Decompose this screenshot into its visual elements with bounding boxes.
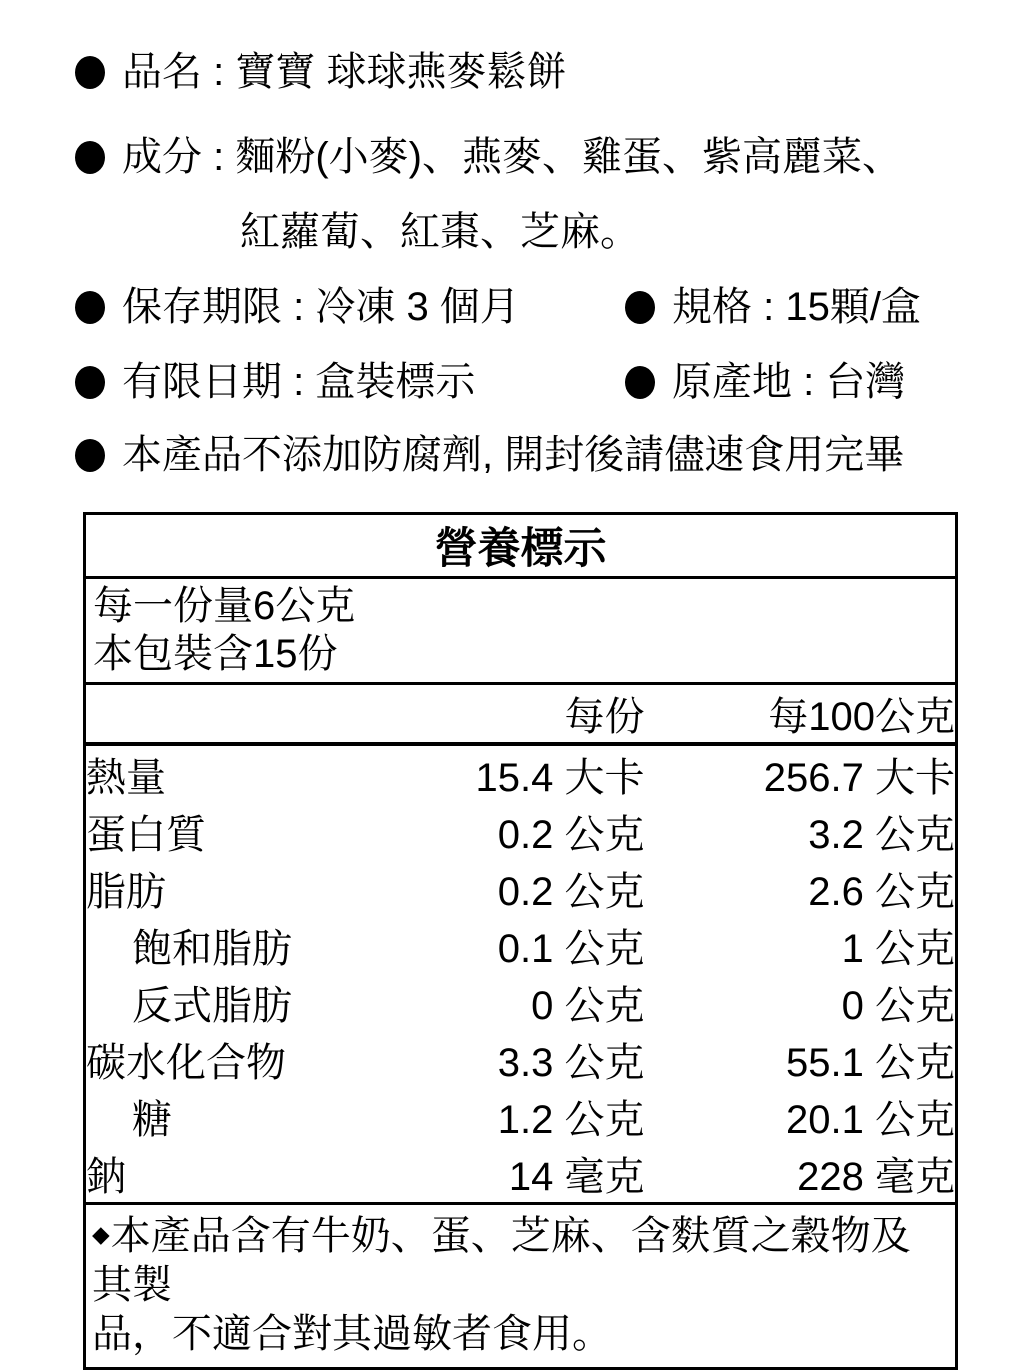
serving-size-text: 每一份量6公克 [93,584,356,628]
preservative-note-text: 本產品不添加防腐劑, 開封後請儘速食用完畢 [122,433,905,477]
table-row [85,974,957,1031]
nutrient-label: 熱量 [86,756,166,800]
per-serving-value: 1.2 公克 [497,1098,645,1142]
ingredients-text-line1: 成分 : 麵粉(小麥)、燕麥、雞蛋、紫高麗菜、 [122,135,902,179]
per-100g-value: 20.1 公克 [786,1098,955,1142]
diamond-icon: ◆ [92,1221,110,1247]
bullet-icon [625,366,655,399]
bullet-icon [75,56,105,89]
empty-header-cell [85,684,407,745]
bullet-icon [75,141,105,174]
per-100g-header: 每100公克 [645,684,957,745]
table-row [85,860,957,917]
expiry-text: 有限日期 : 盒裝標示 [122,360,476,404]
allergen-note-text1: 本產品含有牛奶、蛋、芝麻、含麩質之穀物及其製 [92,1214,911,1307]
serving-info-row [85,578,957,684]
per-serving-value: 14 毫克 [508,1155,645,1199]
table-row [85,1145,957,1204]
table-row [85,803,957,860]
per-serving-value: 3.3 公克 [497,1041,645,1085]
table-row [85,917,957,974]
allergen-note-row [85,1204,957,1369]
shelf-life-text: 保存期限 : 冷凍 3 個月 [122,285,520,329]
product-name-row [75,48,566,96]
spec-row [625,283,921,331]
per-100g-value: 1 公克 [841,927,955,971]
per-100g-value: 2.6 公克 [808,870,955,914]
expiry-row [75,358,475,406]
table-row [85,1088,957,1145]
column-header-row [85,684,957,745]
spec-text: 規格 : 15顆/盒 [672,285,921,329]
per-serving-value: 15.4 大卡 [475,756,645,800]
ingredients-text-line2: 紅蘿蔔、紅棗、芝麻。 [240,210,640,254]
nutrition-title: 營養標示 [85,514,957,578]
origin-text: 原產地 : 台灣 [672,360,906,404]
bullet-icon [75,291,105,324]
table-row [85,744,957,803]
nutrient-label: 脂肪 [86,870,166,914]
per-100g-value: 256.7 大卡 [763,756,955,800]
product-name-text: 品名 : 寶寶 球球燕麥鬆餅 [122,50,567,94]
per-100g-value: 55.1 公克 [786,1041,955,1085]
preservative-note-row [75,431,904,479]
bullet-icon [75,439,105,472]
per-serving-value: 0.2 公克 [497,813,645,857]
nutrition-title-row [85,514,957,578]
bullet-icon [75,366,105,399]
nutrient-label: 蛋白質 [86,813,206,857]
per-serving-value: 0.1 公克 [497,927,645,971]
servings-per-pack-text: 本包裝含15份 [93,632,338,676]
nutrient-label: 糖 [132,1098,172,1142]
bullet-icon [625,291,655,324]
nutrient-label: 鈉 [86,1155,126,1199]
nutrition-table [83,512,958,1370]
nutrient-label: 碳水化合物 [86,1041,286,1085]
per-100g-value: 228 毫克 [797,1155,955,1199]
per-100g-value: 3.2 公克 [808,813,955,857]
ingredients-row [75,133,902,181]
origin-row [625,358,905,406]
nutrient-label: 飽和脂肪 [132,927,292,971]
shelf-life-row [75,283,520,331]
allergen-note-line2: 品，不適合對其過敏者食用。 [92,1312,612,1356]
per-serving-value: 0 公克 [531,984,645,1028]
allergen-note-line1 [92,1210,945,1310]
table-row [85,1031,957,1088]
per-100g-value: 0 公克 [841,984,955,1028]
per-serving-value: 0.2 公克 [497,870,645,914]
per-serving-header: 每份 [407,684,645,745]
nutrient-label: 反式脂肪 [132,984,292,1028]
